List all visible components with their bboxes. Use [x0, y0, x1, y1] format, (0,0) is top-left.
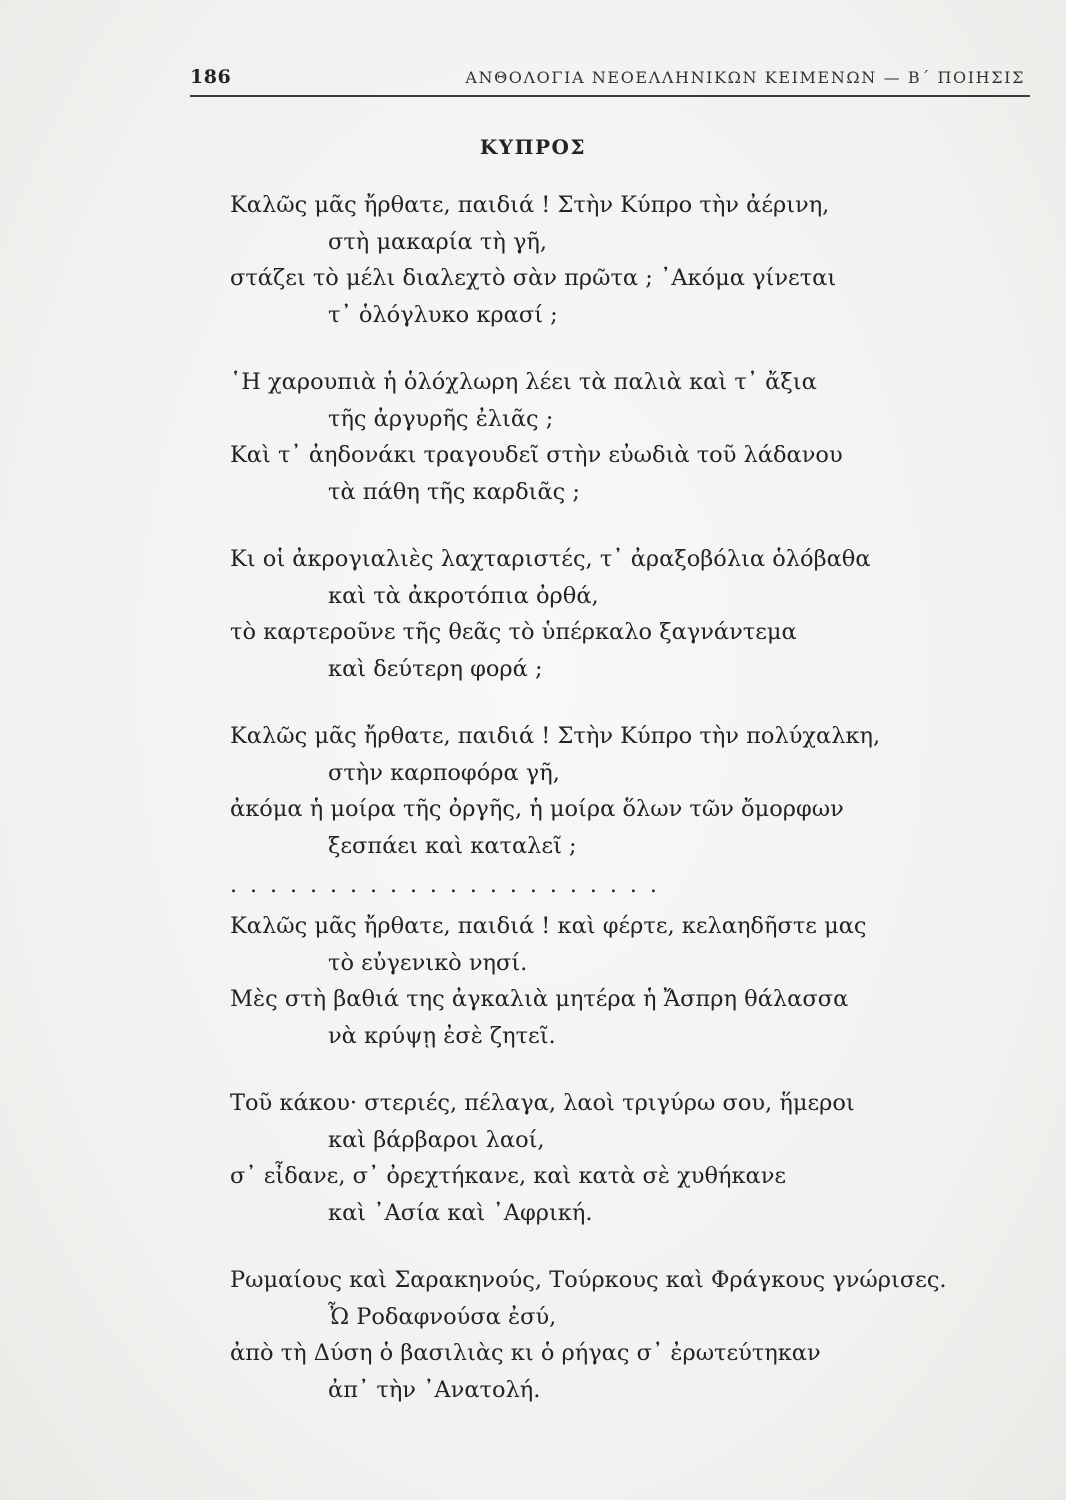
verse-line: τῆς ἀργυρῆς ἐλιᾶς ;: [328, 405, 554, 432]
verse-line: καὶ δεύτερη φορά ;: [328, 655, 543, 682]
verse-line: στὴ μακαρία τὴ γῆ,: [328, 228, 548, 255]
ellipsis-row: ......................: [230, 873, 670, 898]
verse-line: Ὦ Ροδαφνούσα ἐσύ,: [328, 1303, 557, 1330]
verse-line: σ᾿ εἶδανε, σ᾿ ὀρεχτήκανε, καὶ κατὰ σὲ χυθήκανε: [230, 1163, 787, 1189]
page-number: 186: [190, 66, 232, 88]
verse-line: ἀπὸ τὴ Δύση ὁ βασιλιὰς κι ὁ ρήγας σ᾿ ἐρωτεύτηκαν: [230, 1340, 821, 1366]
verse-line: στάζει τὸ μέλι διαλεχτὸ σὰν πρῶτα ; ᾿Ακόμα γίνεται: [230, 265, 837, 291]
stanza-7: [230, 1262, 1030, 1408]
verse-line: Μὲς στὴ βαθιά της ἀγκαλιὰ μητέρα ἡ Ἄσπρη θάλασσα: [230, 986, 849, 1012]
running-head: ΑΝΘΟΛΟΓΙΑ ΝΕΟΕΛΛΗΝΙΚΩΝ ΚΕΙΜΕΝΩΝ — Β΄ ΠΟΙΗΣΙΣ: [465, 68, 1025, 87]
verse-line: Καλῶς μᾶς ἤρθατε, παιδιά ! Στὴν Κύπρο τὴν ἀέρινη,: [230, 192, 830, 218]
stanza-5: [230, 908, 1030, 1054]
stanza-2: [230, 364, 1030, 510]
verse-line: Καλῶς μᾶς ἤρθατε, παιδιά ! Στὴν Κύπρο τὴν πολύχαλκη,: [230, 723, 881, 749]
verse-line: ξεσπάει καὶ καταλεῖ ;: [328, 832, 577, 859]
header-rule: [190, 95, 1030, 97]
verse-line: Καὶ τ᾿ ἀηδονάκι τραγουδεῖ στὴν εὐωδιὰ τοῦ λάδανου: [230, 442, 843, 468]
verse-line: Κι οἱ ἀκρογιαλιὲς λαχταριστές, τ᾿ ἀραξοβόλια ὁλόβαθα: [230, 546, 871, 572]
verse-line: καὶ τὰ ἀκροτόπια ὀρθά,: [328, 582, 599, 609]
verse-line: ἀκόμα ἡ μοίρα τῆς ὀργῆς, ἡ μοίρα ὅλων τῶν ὄμορφων: [230, 796, 844, 822]
stanza-6: [230, 1085, 1030, 1231]
poem-body: [230, 155, 1030, 1408]
verse-line: Καλῶς μᾶς ἤρθατε, παιδιά ! καὶ φέρτε, κελαηδῆστε μας: [230, 913, 867, 939]
verse-line: Ρωμαίους καὶ Σαρακηνούς, Τούρκους καὶ Φράγκους γνώρισες.: [230, 1267, 947, 1293]
verse-line: τὸ εὐγενικὸ νησί.: [328, 949, 528, 976]
poem-title: ΚΥΠΡΟΣ: [479, 135, 587, 159]
verse-line: τὰ πάθη τῆς καρδιᾶς ;: [328, 478, 581, 505]
stanza-1: [230, 187, 1030, 333]
page-header: [190, 66, 1025, 96]
verse-line: Τοῦ κάκου· στεριές, πέλαγα, λαοὶ τριγύρω σου, ἥμεροι: [230, 1090, 855, 1116]
stanza-3: [230, 541, 1030, 687]
verse-line: τὸ καρτεροῦνε τῆς θεᾶς τὸ ὑπέρκαλο ξαγνάντεμα: [230, 619, 797, 645]
verse-line: τ᾿ ὁλόγλυκο κρασί ;: [328, 301, 558, 328]
verse-line: καὶ βάρβαροι λαοί,: [328, 1126, 545, 1153]
verse-line: νὰ κρύψῃ ἐσὲ ζητεῖ.: [328, 1022, 556, 1049]
verse-line: ἀπ᾿ τὴν ᾿Ανατολή.: [328, 1376, 541, 1403]
verse-line: στὴν καρποφόρα γῆ,: [328, 759, 560, 786]
verse-line: καὶ ᾿Ασία καὶ ᾿Αφρική.: [328, 1199, 593, 1226]
stanza-4: [230, 718, 1030, 904]
verse-line: ῾Η χαρουπιὰ ἡ ὁλόχλωρη λέει τὰ παλιὰ καὶ τ᾿ ἄξια: [230, 369, 817, 395]
